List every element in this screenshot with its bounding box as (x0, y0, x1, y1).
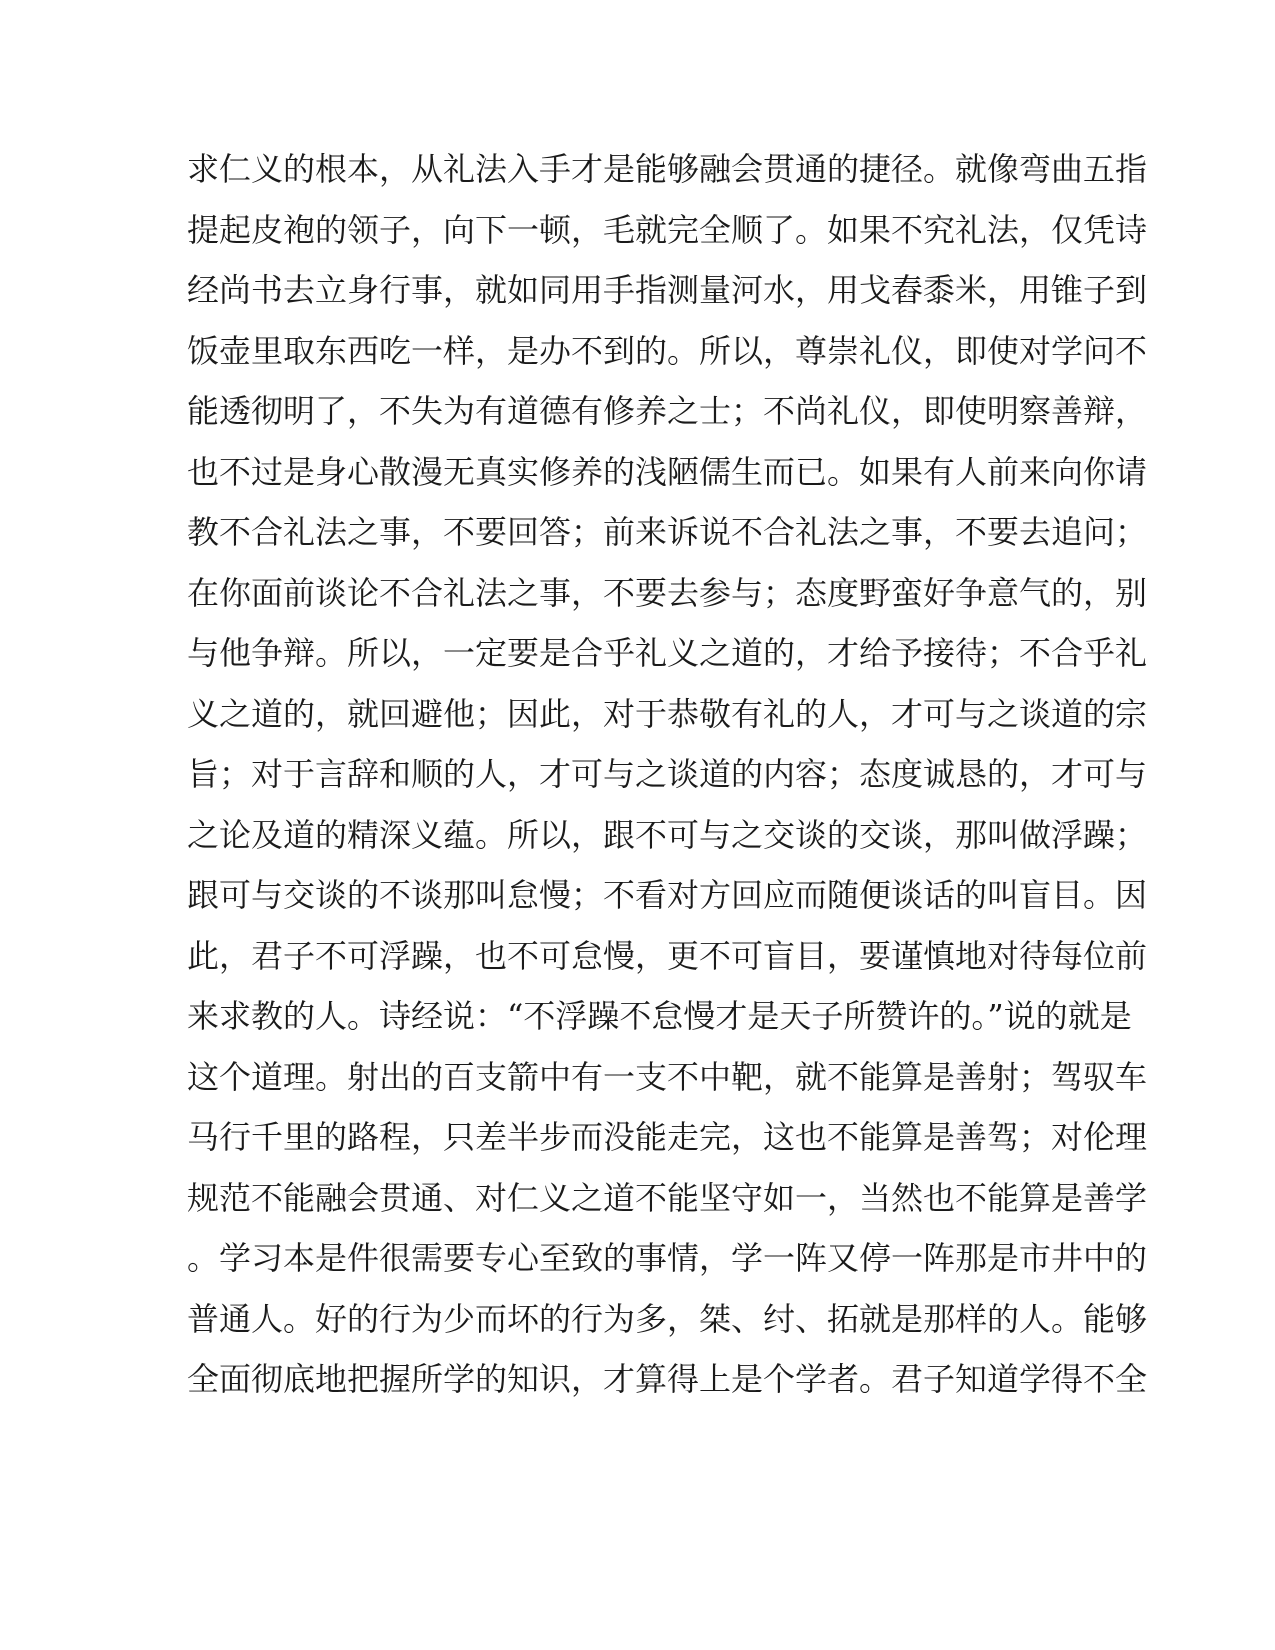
text-line: 规范不能融会贯通、对仁义之道不能坚守如一，当然也不能算是善学 (187, 1178, 1148, 1217)
text-line: 饭壶里取东西吃一样，是办不到的。所以，尊崇礼仪，即使对学问不 (187, 331, 1148, 370)
text-line: 之论及道的精深义蕴。所以，跟不可与之交谈的交谈，那叫做浮躁； (187, 815, 1148, 854)
body-text (187, 149, 1148, 1420)
text-line: 普通人。好的行为少而坏的行为多，桀、纣、拓就是那样的人。能够 (187, 1299, 1148, 1338)
text-line: 教不合礼法之事，不要回答；前来诉说不合礼法之事，不要去追问； (187, 513, 1148, 551)
text-line: 与他争辩。所以，一定要是合乎礼义之道的，才给予接待；不合乎礼 (187, 634, 1148, 672)
text-line: 来求教的人。诗经说：“不浮躁不怠慢才是天子所赞许的。”说的就是 (187, 997, 1132, 1035)
text-line: 求仁义的根本，从礼法入手才是能够融会贯通的捷径。就像弯曲五指 (187, 150, 1148, 188)
text-line: 旨；对于言辞和顺的人，才可与之谈道的内容；态度诚恳的，才可与 (187, 755, 1148, 793)
text-line: 全面彻底地把握所学的知识，才算得上是个学者。君子知道学得不全 (187, 1360, 1148, 1398)
text-line: 这个道理。射出的百支箭中有一支不中靶，就不能算是善射；驾驭车 (187, 1057, 1148, 1096)
text-line: 马行千里的路程，只差半步而没能走完，这也不能算是善驾；对伦理 (187, 1118, 1148, 1156)
text-line: 跟可与交谈的不谈那叫怠慢；不看对方回应而随便谈话的叫盲目。因 (187, 876, 1148, 914)
text-line: 在你面前谈论不合礼法之事，不要去参与；态度野蛮好争意气的，别 (187, 573, 1148, 612)
text-line: 也不过是身心散漫无真实修养的浅陋儒生而已。如果有人前来向你请 (187, 452, 1148, 491)
text-line: 义之道的，就回避他；因此，对于恭敬有礼的人，才可与之谈道的宗 (187, 694, 1148, 733)
text-line: 提起皮袍的领子，向下一顿，毛就完全顺了。如果不究礼法，仅凭诗 (187, 210, 1148, 249)
text-line: 经尚书去立身行事，就如同用手指测量河水，用戈舂黍米，用锥子到 (187, 271, 1148, 309)
text-line: 此，君子不可浮躁，也不可怠慢，更不可盲目，要谨慎地对待每位前 (187, 936, 1148, 975)
text-line: 能透彻明了，不失为有道德有修养之士；不尚礼仪，即使明察善辩， (187, 392, 1148, 430)
text-line: 。学习本是件很需要专心至致的事情，学一阵又停一阵那是市井中的 (187, 1239, 1148, 1277)
